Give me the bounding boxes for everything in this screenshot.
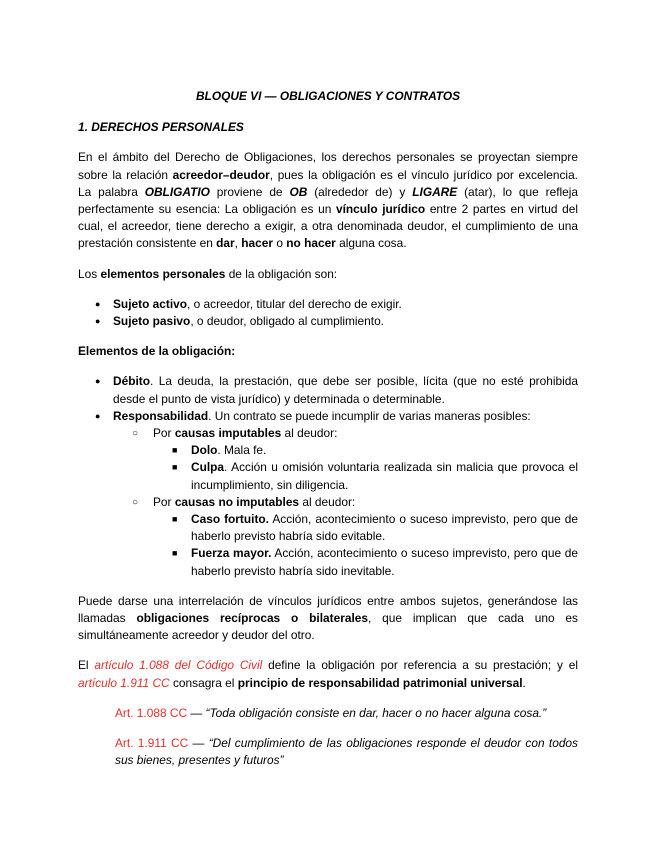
list-item: ■ Fuerza mayor. Acción, acontecimiento o suceso imprevisto, pero que de haberlo previsto habría sido inevitable.	[153, 545, 578, 579]
list-item: ● Sujeto pasivo, o deudor, obligado al cumplimiento.	[78, 313, 578, 330]
obligation-elements-heading: Elementos de la obligación:	[78, 344, 236, 359]
article-1911-reference: artículo 1.911 CC	[78, 675, 170, 690]
list-item-debito: ● Débito. La deuda, la prestación, que debe ser posible, lícita (que no esté prohibida desde el punto de vista jurídico) y determinada o determinable.	[78, 373, 578, 407]
list-item: ● Sujeto activo, o acreedor, titular del derecho de exigir.	[78, 296, 578, 313]
personal-elements-list	[78, 296, 578, 330]
list-item: ■ Culpa. Acción u omisión voluntaria realizada sin malicia que provoca el incumplimiento, sin diligencia.	[153, 459, 578, 493]
list-item-responsabilidad: ● Responsabilidad. Un contrato se puede incumplir de varias maneras posibles: ○ Por causas imputables al deudor: ■ Dolo. Mala fe. ■ Culpa. Acción u omisión voluntaria realizada sin malicia que provoca el incumplimiento, sin diligencia. ○ Por causas no imputables al deudor: ■ Caso fortuito. Acción, acontecimiento o suceso imprevisto, pero que de haberlo previsto habría sido evitable. ■ Fuerza mayor. Acción, acontecimiento o suceso imprevisto, pero que de haberlo previsto habría sido inevitable.	[78, 408, 578, 580]
list-item-no-imputables: ○ Por causas no imputables al deudor: ■ Caso fortuito. Acción, acontecimiento o suceso imprevisto, pero que de haberlo previsto habría sido evitable. ■ Fuerza mayor. Acción, acontecimiento o suceso imprevisto, pero que de haberlo previsto habría sido inevitable.	[113, 494, 578, 580]
obligation-elements-list	[78, 373, 578, 579]
article-1088-reference: artículo 1.088 del Código Civil	[94, 658, 263, 673]
reciprocal-paragraph: Puede darse una interrelación de vínculos jurídicos entre ambos sujetos, generándose las llamadas obligaciones recíprocas o bilaterales, que implican que cada uno es simultáneamente acreedor y deudor del otro.	[78, 593, 578, 643]
imputables-list	[153, 442, 578, 494]
list-item: ■ Caso fortuito. Acción, acontecimiento o suceso imprevisto, pero que de haberlo previsto habría sido evitable.	[153, 511, 578, 545]
no-imputables-list	[153, 511, 578, 580]
section-heading: 1. DERECHOS PERSONALES	[78, 120, 244, 135]
causes-list	[113, 425, 578, 580]
document-title: BLOQUE VI — OBLIGACIONES Y CONTRATOS	[195, 89, 461, 103]
quote-art-1088: Art. 1.088 CC — “Toda obligación consiste en dar, hacer o no hacer alguna cosa.”	[115, 705, 547, 720]
list-item-imputables: ○ Por causas imputables al deudor: ■ Dolo. Mala fe. ■ Culpa. Acción u omisión voluntaria realizada sin malicia que provoca el incumplimiento, sin diligencia.	[113, 425, 578, 494]
personal-elements-intro: Los elementos personales de la obligación son:	[78, 266, 338, 281]
articles-paragraph: El artículo 1.088 del Código Civil define la obligación por referencia a su prestación; y el artículo 1.911 CC consagra el principio de responsabilidad patrimonial universal.	[78, 658, 578, 690]
quote-art-1911: Art. 1.911 CC — “Del cumplimiento de las obligaciones responde el deudor con todos sus bienes, presentes y futuros”	[115, 736, 578, 768]
document-content	[78, 88, 578, 783]
intro-paragraph: En el ámbito del Derecho de Obligaciones, los derechos personales se proyectan siempre sobre la relación acreedor–deudor, pues la obligación es el vínculo jurídico por excelencia. La palabra OBLIGATIO proviene de OB (alrededor de) y LIGARE (atar), lo que refleja perfectamente su esencia: La obligación es un vínculo jurídico entre 2 partes en virtud del cual, el acreedor, tiene derecho a exigir, a otra denominada deudor, el cumplimiento de una prestación consistente en dar, hacer o no hacer alguna cosa.	[78, 150, 579, 251]
list-item: ■ Dolo. Mala fe.	[153, 442, 578, 459]
